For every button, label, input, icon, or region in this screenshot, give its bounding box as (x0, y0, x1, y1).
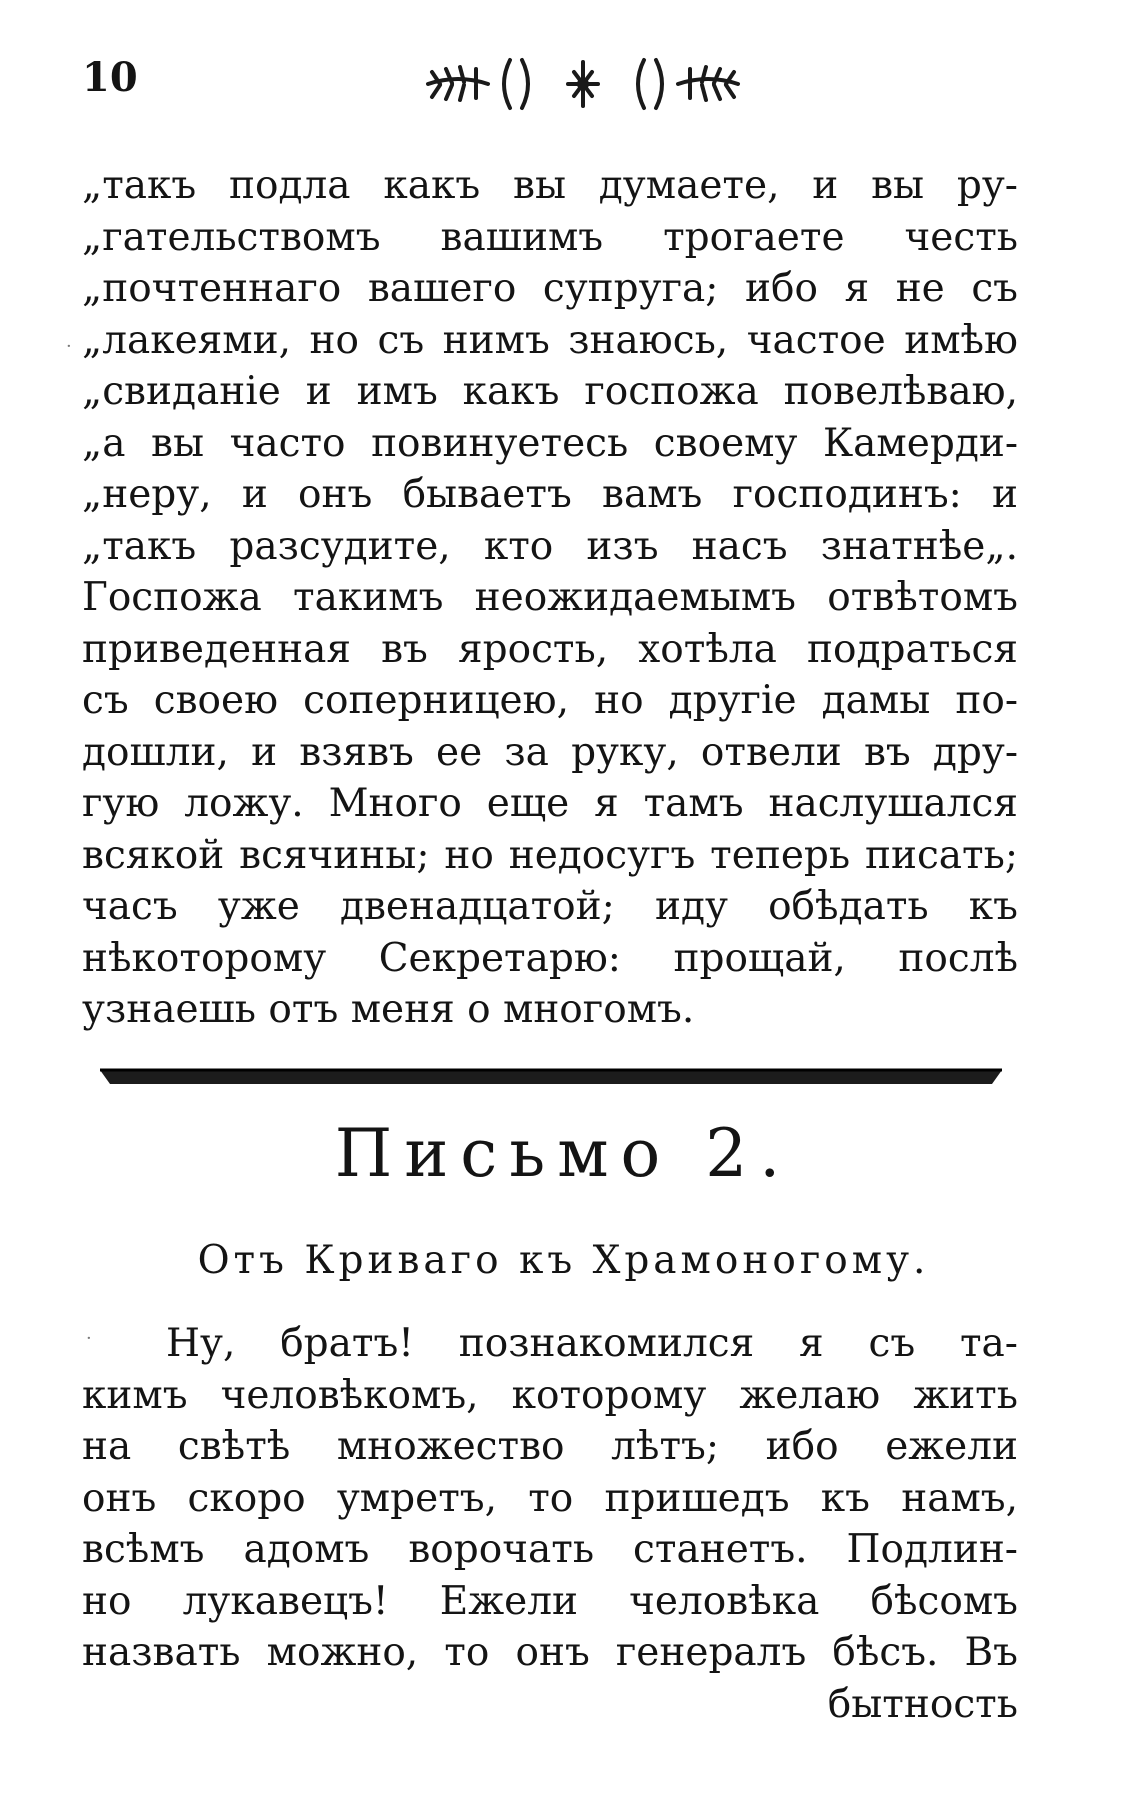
text-line: кимъ человѣкомъ, которому желаю жить (82, 1372, 1018, 1418)
stray-mark: · (86, 1328, 92, 1349)
text-line: „такъ разсудите, кто изъ насъ знатнѣе„. (82, 523, 1018, 569)
text-line: Ну, братъ! познакомился я съ та- (166, 1321, 1018, 1366)
stray-mark: · (66, 336, 72, 357)
text-line: „неру, и онъ бываетъ вамъ господинъ: и (82, 472, 1018, 517)
text-line: „а вы часто повинуетесь своему Камерди- (82, 420, 1018, 466)
text-line: онъ скоро умретъ, то пришедъ къ намъ, (82, 1475, 1018, 1521)
letter-subtitle: Отъ Криваго къ Храмоногому. (197, 1238, 930, 1283)
text-line: приведенная въ ярость, хотѣла подраться (82, 626, 1018, 672)
ornament-icon (418, 48, 748, 118)
text-line: часъ уже двенадцатой; иду обѣдать къ (82, 884, 1018, 929)
text-line: но лукавецъ! Ежели человѣка бѣсомъ (82, 1578, 1018, 1624)
text-line: „гательствомъ вашимъ трогаете честь (82, 214, 1018, 260)
text-line: на свѣтѣ множество лѣтъ; ибо ежели (82, 1424, 1018, 1469)
text-line: Госпожа такимъ неожидаемымъ отвѣтомъ (82, 575, 1018, 620)
letter2-text (82, 1318, 1018, 1730)
text-line: узнаешь отъ меня о многомъ. (82, 987, 695, 1032)
text-line: всякой всячины; но недосугъ теперь писать; (82, 832, 1018, 878)
text-line: дошли, и взявъ ее за руку, отвели въ дру- (82, 729, 1018, 775)
text-line: „такъ подла какъ вы думаете, и вы ру- (82, 163, 1018, 208)
page-number: 10 (82, 54, 138, 101)
letter-title: Письмо 2. (334, 1115, 793, 1192)
text-line: нѣкоторому Секретарю: прощай, послѣ (82, 935, 1018, 981)
text-line: „свиданіе и имъ какъ госпожа повелѣваю, (82, 369, 1018, 414)
section-divider (100, 1066, 1002, 1088)
text-line: съ своею соперницею, но другіе дамы по- (82, 678, 1018, 723)
letter1-text (82, 160, 1018, 1036)
text-line: гую ложу. Много еще я тамъ наслушался (82, 781, 1018, 826)
text-line: назвать можно, то онъ генералъ бѣсъ. Въ (82, 1630, 1018, 1675)
text-line: „почтеннаго вашего супруга; ибо я не съ (82, 266, 1018, 311)
text-line: „лакеями, но съ нимъ знаюсь, частое имѣю (82, 317, 1018, 363)
catchword: бытность (827, 1681, 1018, 1727)
text-line: всѣмъ адомъ ворочать станетъ. Подлин- (82, 1527, 1018, 1572)
